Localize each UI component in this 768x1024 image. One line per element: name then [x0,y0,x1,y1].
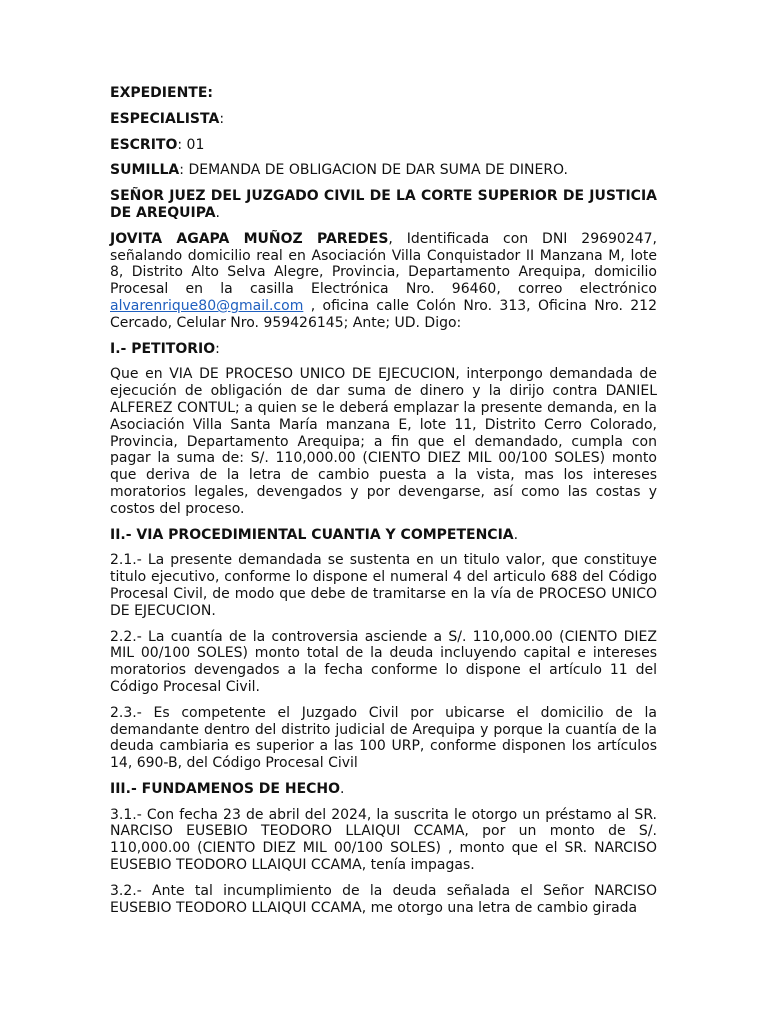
section-1-heading-text: I.- PETITORIO [110,340,216,357]
sumilla-label: SUMILLA [110,162,180,179]
section-2-heading-text: II.- VIA PROCEDIMIENTAL CUANTIA Y COMPETENCIA [110,526,514,543]
especialista-colon: : [219,110,225,127]
section-2-heading-end: . [513,526,519,543]
section-3-heading-end: . [340,780,345,797]
section-3-heading-text: III.- FUNDAMENOS DE HECHO [110,780,341,797]
expediente-label: EXPEDIENTE: [110,85,214,101]
section-2-paragraph-1: 2.1.- La presente demandada se sustenta en un titulo valor, que constituye titulo ejecutivo, conforme lo dispone el numeral 4 del articulo 688 del Código Procesal Civil, de modo que debe de tramitarse en la vía de PROCESO UNICO DE EJECUCION. [110,552,657,619]
intro-text-2: , oficina calle Colón Nro. 313, Oficina Nro. 212 Cercado, Celular Nro. 959426145; Ante; UD. Digo: [110,297,657,331]
section-2-paragraph-2: 2.2.- La cuantía de la controversia asciende a S/. 110,000.00 (CIENTO DIEZ MIL 00/100 SOLES) monto total de la deuda incluyendo capital e intereses moratorios devengados a la fecha conforme lo dispone el artículo 11 del Código Procesal Civil. [110,628,657,695]
section-3-paragraph-2: 3.2.- Ante tal incumplimiento de la deuda señalada el Señor NARCISO EUSEBIO TEODORO LLAIQUI CCAMA, me otorgo una letra de cambio girada [110,882,657,916]
escrito-value: : 01 [177,136,205,153]
addressee-paragraph [110,188,657,222]
escrito-label: ESCRITO [110,136,178,153]
document-body [110,85,657,925]
section-1-heading-end: : [215,340,220,357]
section-2-heading [110,527,657,544]
especialista-label: ESPECIALISTA [110,110,220,127]
section-3-heading [110,781,657,798]
especialista-line [110,111,657,128]
section-1-heading [110,341,657,358]
section-1-body: Que en VIA DE PROCESO UNICO DE EJECUCION, interpongo demandada de ejecución de obligación de dar suma de dinero y la dirijo contra DANIEL ALFEREZ CONTUL; a quien se le deberá emplazar la presente demanda, en la Asociación Villa Santa María manzana E, lote 11, Distrito Cerro Colorado, Provincia, Departamento Arequipa; a fin que el demandado, cumpla con pagar la suma de: S/. 110,000.00 (CIENTO DIEZ MIL 00/100 SOLES) monto que deriva de la letra de cambio puesta a la vista, mas los intereses moratorios legales, devengados y por devengarse, así como las costas y costos del proceso. [110,366,657,517]
escrito-line [110,137,657,154]
section-3-paragraph-1: 3.1.- Con fecha 23 de abril del 2024, la suscrita le otorgo un préstamo al SR. NARCISO EUSEBIO TEODORO LLAIQUI CCAMA, por un monto de S/. 110,000.00 (CIENTO DIEZ MIL 00/100 SOLES) , monto que el SR. NARCISO EUSEBIO TEODORO LLAIQUI CCAMA, tenía impagas. [110,806,657,874]
email-link[interactable]: alvarenrique80@gmail.com [110,297,304,314]
addressee-text: SEÑOR JUEZ DEL JUZGADO CIVIL DE LA CORTE SUPERIOR DE JUSTICIA DE AREQUIPA [110,188,657,221]
sumilla-line [110,162,657,179]
intro-text-1: , Identificada con DNI 29690247, señalando domicilio real en Asociación Villa Conquistador II Manzana M, lote 8, Distrito Alto Selva Alegre, Provincia, Departamento Arequipa, domicilio Procesal en la casilla Electrónica Nro. 96460, correo electrónico [110,230,658,298]
addressee-end: . [215,204,220,221]
sumilla-value: : DEMANDA DE OBLIGACION DE DAR SUMA DE DINERO. [179,162,568,179]
intro-paragraph [110,231,657,332]
expediente-line [110,85,657,102]
plaintiff-name: JOVITA AGAPA MUÑOZ PAREDES [110,230,389,247]
section-2-paragraph-3: 2.3.- Es competente el Juzgado Civil por ubicarse el domicilio de la demandante dentro del distrito judicial de Arequipa y porque la cuantía de la deuda cambiaria es superior a las 100 URP, conforme disponen los artículos 14, 690-B, del Código Procesal Civil [110,704,657,772]
